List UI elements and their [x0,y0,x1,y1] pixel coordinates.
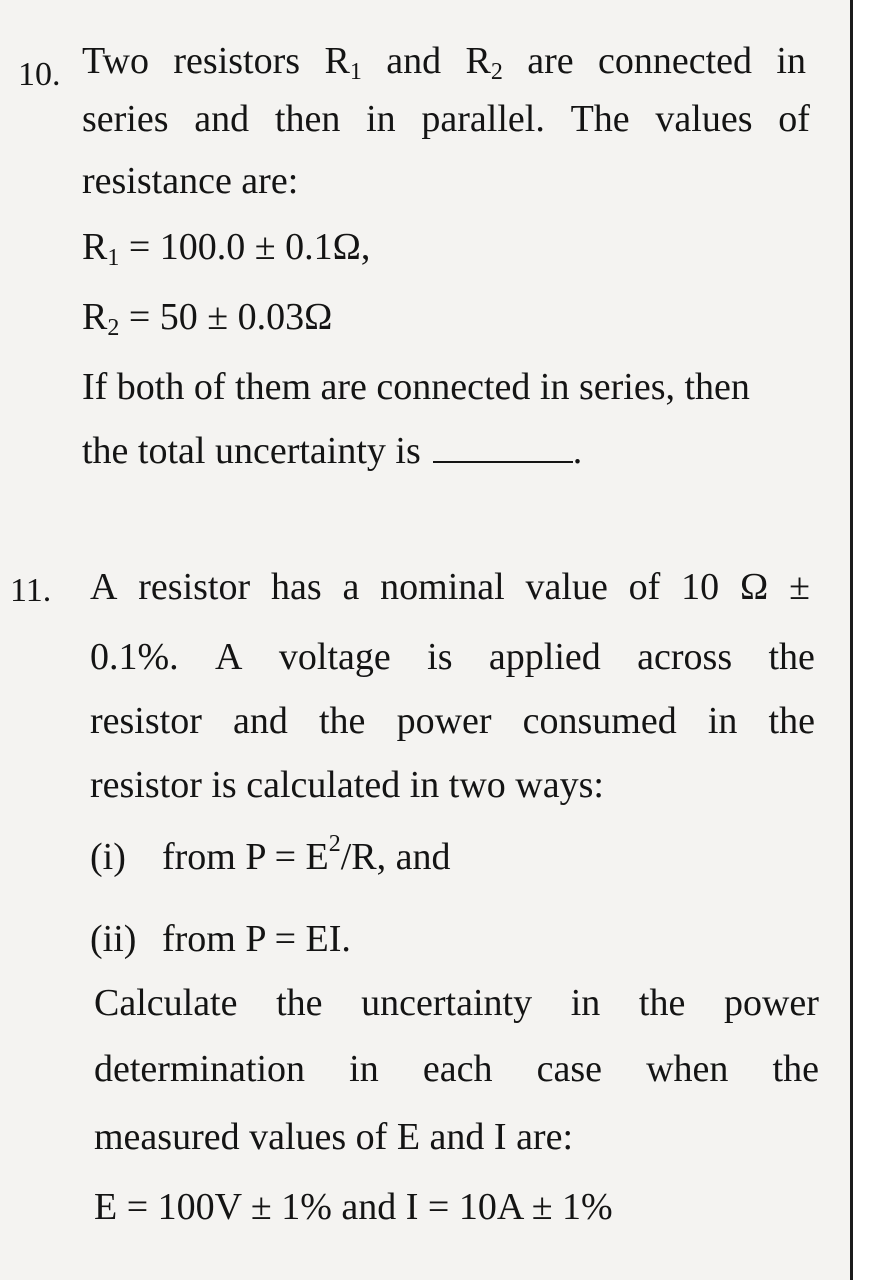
word: and [233,700,288,742]
q10-line-2 [82,100,810,138]
word: ± [789,566,810,608]
word: and [386,40,442,82]
word: then [274,98,341,140]
word: in [349,1048,379,1090]
word: determination [94,1048,306,1090]
word: resistor [138,566,251,608]
word: in [366,98,396,140]
word: voltage [278,636,391,678]
word: nominal [380,566,505,608]
word: A [90,566,118,608]
q11-line-10: E = 100V ± 1% and I = 10A ± 1% [94,1186,613,1228]
word: connected [598,40,753,82]
word: consumed [522,700,677,742]
word: of [778,98,810,140]
word: case [536,1048,602,1090]
word: when [646,1048,729,1090]
word: in [570,982,601,1024]
q10-line-7: the total uncertainty is . [82,430,583,472]
page-edge [850,0,879,1280]
word: of [628,566,661,608]
word: resistors [173,40,301,82]
word: resistor [90,700,202,742]
word: uncertainty [361,982,533,1024]
word: in [707,700,738,742]
r1-equation: $R_1 = 100.0 \pm 0.1\Omega$, [82,226,371,271]
word: has [270,566,322,608]
q11-line-7 [94,984,819,1022]
word: the [768,700,815,742]
word: a [342,566,360,608]
word: power [723,982,819,1024]
q11-line-9: measured values of E and I are: [94,1116,574,1158]
question-10-number: 10. [18,56,61,93]
answer-blank [433,461,573,463]
word: The [570,98,630,140]
word: in [776,40,806,82]
word: values [655,98,753,140]
word: Two [82,40,150,82]
q11-line-1 [90,568,810,606]
q11-line-8 [94,1050,819,1088]
q10-line-6: If both of them are connected in series, then [82,366,750,408]
word: across [637,636,733,678]
word: Calculate [94,982,238,1024]
question-11-number: 11. [10,572,52,609]
word: series [82,98,169,140]
word: parallel. [421,98,545,140]
word: each [422,1048,493,1090]
q11-line-3 [90,702,815,740]
q11-line-2 [90,638,815,676]
word: value [525,566,608,608]
word: the [638,982,686,1024]
word: Ω [739,566,769,608]
q10-line-1 [82,42,806,84]
word: is [427,636,453,678]
word: 0.1%. [90,636,179,678]
word: power [396,700,492,742]
word: applied [488,636,601,678]
word: A [215,636,243,678]
r1-label: $R_1$ [324,40,362,85]
word: the [319,700,366,742]
r2-equation: $R_2 = 50 \pm 0.03\Omega$ [82,296,333,341]
word: are [527,40,574,82]
word: 10 [681,566,720,608]
q11-item-i: (i) from $P = E^2/R$, and [90,831,451,878]
q10-line-3: resistance are: [82,160,299,202]
q11-line-4: resistor is calculated in two ways: [90,764,604,806]
word: the [276,982,323,1024]
q11-item-ii: (ii) from P = EI. [90,918,351,960]
r2-label: $R_2$ [465,40,503,85]
word: the [768,636,815,678]
word: and [194,98,250,140]
word: the [772,1048,819,1090]
